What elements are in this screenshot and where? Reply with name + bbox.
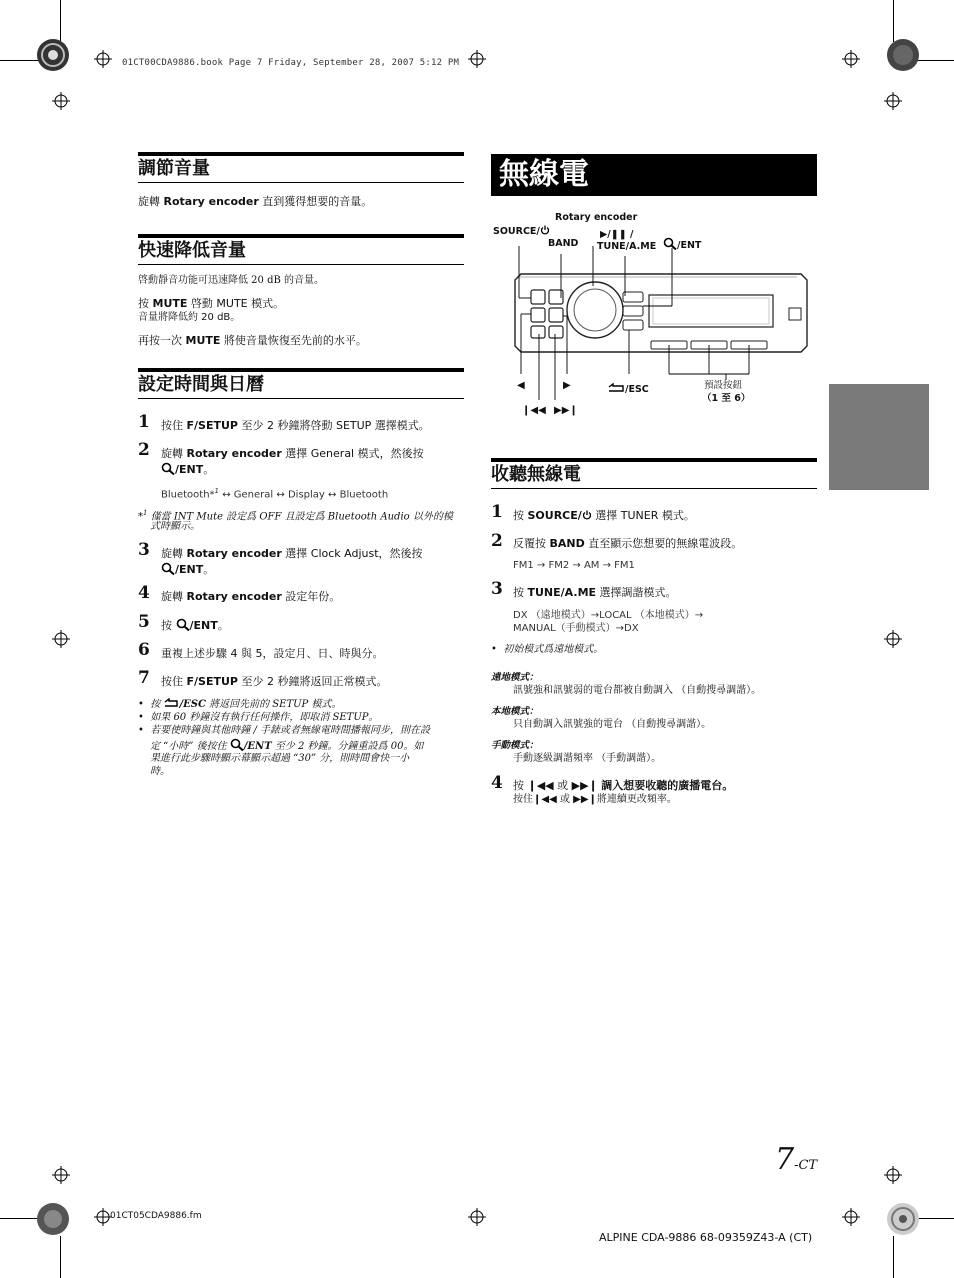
clock-step-3-ent: /ENT。 bbox=[161, 562, 214, 577]
power-icon bbox=[582, 510, 592, 520]
footer-file: 01CT05CDA9886.fm bbox=[110, 1211, 202, 1221]
label-left-arrow: ◀ bbox=[517, 380, 525, 391]
step-number: 1 bbox=[138, 412, 150, 432]
page-number: 7-CT bbox=[775, 1142, 818, 1177]
step-number: 4 bbox=[491, 773, 503, 793]
step-number: 5 bbox=[138, 612, 150, 632]
page-title-radio: 無線電 bbox=[491, 154, 817, 196]
file-info-header: 01CT00CDA9886.book Page 7 Friday, September 28, 2007 5:12 PM bbox=[122, 58, 460, 68]
crosshair-icon bbox=[468, 50, 486, 68]
footer-model: ALPINE CDA-9886 68-09359Z43-A (CT) bbox=[599, 1231, 813, 1244]
power-icon bbox=[540, 225, 550, 235]
side-tab bbox=[829, 384, 929, 490]
clock-step-2: 旋轉 Rotary encoder 選擇 General 模式，然後按 bbox=[161, 447, 424, 460]
search-icon bbox=[230, 738, 244, 751]
mode-sequence: Bluetooth*$^1$ ↔ General ↔ Display ↔ Bluetooth bbox=[161, 487, 389, 501]
mute-line-2: 音量將降低約 20 dB。 bbox=[138, 312, 241, 323]
note-3-line-3: 果進行此步驟時顯示幕顯示超過 “30” 分，則時間會快一小 bbox=[150, 753, 410, 764]
search-icon bbox=[176, 618, 190, 631]
clock-step-1: 按住 F/SETUP 至少 2 秒鐘將啓動 SETUP 選擇模式。 bbox=[161, 419, 430, 432]
manual-desc: 手動逐級調諧頻率 （手動調諧）。 bbox=[513, 753, 662, 764]
step-number: 7 bbox=[138, 668, 150, 688]
step-number: 6 bbox=[138, 640, 150, 660]
crosshair-icon bbox=[884, 92, 902, 110]
clock-step-5: 按 /ENT。 bbox=[161, 619, 229, 632]
crosshair-icon bbox=[52, 92, 70, 110]
dx-title: 遠地模式： bbox=[491, 672, 539, 683]
label-prev: ❙◀◀ bbox=[522, 405, 546, 416]
crosshair-icon bbox=[52, 1166, 70, 1184]
local-title: 本地模式： bbox=[491, 706, 539, 717]
mute-line-3: 再按一次 MUTE 將使音量恢復至先前的水平。 bbox=[138, 334, 367, 347]
label-esc: /ESC bbox=[607, 383, 649, 395]
clock-step-7: 按住 F/SETUP 至少 2 秒鐘將返回正常模式。 bbox=[161, 675, 388, 688]
search-icon bbox=[161, 562, 175, 575]
label-next: ▶▶❙ bbox=[554, 405, 578, 416]
label-preset-range: （1 至 6） bbox=[702, 393, 751, 404]
registration-disc-icon bbox=[886, 1202, 920, 1236]
registration-disc-icon bbox=[36, 1202, 70, 1236]
listen-step-4: 按 ❙◀◀ 或 ▶▶❙ 調入想要收聽的廣播電台。 bbox=[513, 779, 734, 792]
label-preset: 預設按鈕 bbox=[704, 380, 743, 391]
note-1: • 按 /ESC 將返回先前的 SETUP 模式。 bbox=[138, 699, 342, 710]
search-icon bbox=[161, 462, 175, 475]
crosshair-icon bbox=[94, 50, 112, 68]
footnote-line-2: 式時顯示。 bbox=[150, 521, 200, 532]
footnote: *$^1$ 僅當 INT Mute 設定爲 OFF 且設定爲 Bluetooth Audio 以外的模 bbox=[138, 509, 453, 523]
band-sequence: FM1 → FM2 → AM → FM1 bbox=[513, 560, 635, 571]
listen-note: • 初始模式爲遠地模式。 bbox=[491, 644, 604, 655]
mute-line-1: 按 MUTE 啓動 MUTE 模式。 bbox=[138, 297, 285, 310]
crosshair-icon bbox=[842, 50, 860, 68]
step-number: 3 bbox=[138, 540, 150, 560]
step-number: 2 bbox=[138, 440, 150, 460]
crop-mark bbox=[60, 0, 61, 42]
clock-step-6: 重複上述步驟 4 與 5，設定月、日、時與分。 bbox=[161, 647, 384, 660]
dx-desc: 訊號強和訊號弱的電台都被自動調入 （自動搜尋調諧）。 bbox=[513, 685, 762, 696]
label-ent: /ENT bbox=[663, 237, 701, 251]
crop-mark bbox=[893, 1236, 894, 1278]
volume-text: 旋轉 Rotary encoder 直到獲得想要的音量。 bbox=[138, 195, 373, 208]
registration-disc-icon bbox=[886, 38, 920, 72]
crosshair-icon bbox=[884, 630, 902, 648]
return-icon bbox=[163, 698, 179, 708]
label-source: SOURCE/ bbox=[493, 225, 550, 237]
section-title-listen: 收聽無線電 bbox=[491, 458, 817, 489]
section-title-volume: 調節音量 bbox=[138, 152, 464, 183]
head-unit-diagram bbox=[491, 246, 817, 416]
label-band: BAND bbox=[548, 238, 579, 249]
mode-line-1: DX （遠地模式）→LOCAL （本地模式）→ bbox=[513, 610, 704, 621]
note-3-line-2: 定 “小時” 後按住 /ENT 至少 2 秒鐘。分鐘重設爲 00。如 bbox=[150, 738, 423, 753]
note-3-line-4: 時。 bbox=[150, 766, 170, 777]
label-right-arrow: ▶ bbox=[563, 380, 571, 391]
crop-mark bbox=[60, 1236, 61, 1278]
return-icon bbox=[607, 383, 625, 393]
crosshair-icon bbox=[884, 1166, 902, 1184]
registration-disc-icon bbox=[36, 38, 70, 72]
listen-step-4b: 按住❙◀◀ 或 ▶▶❙將連續更改頻率。 bbox=[513, 794, 677, 805]
listen-step-1: 按 SOURCE/ 選擇 TUNER 模式。 bbox=[513, 509, 695, 522]
crop-mark bbox=[0, 60, 42, 61]
label-rotary: Rotary encoder bbox=[555, 212, 638, 223]
crosshair-icon bbox=[468, 1208, 486, 1226]
step-number: 4 bbox=[138, 583, 150, 603]
clock-step-4: 旋轉 Rotary encoder 設定年份。 bbox=[161, 590, 341, 603]
mode-line-2: MANUAL（手動模式）→DX bbox=[513, 623, 639, 634]
label-tune: TUNE/A.ME bbox=[597, 241, 657, 252]
clock-step-3: 旋轉 Rotary encoder 選擇 Clock Adjust，然後按 bbox=[161, 547, 423, 560]
step-number: 2 bbox=[491, 531, 503, 551]
manual-title: 手動模式： bbox=[491, 740, 539, 751]
step-number: 3 bbox=[491, 579, 503, 599]
section-title-mute: 快速降低音量 bbox=[138, 234, 464, 265]
crosshair-icon bbox=[842, 1208, 860, 1226]
crop-mark bbox=[893, 0, 894, 42]
section-title-clock: 設定時間與日曆 bbox=[138, 368, 464, 399]
crosshair-icon bbox=[52, 630, 70, 648]
clock-step-2-ent: /ENT。 bbox=[161, 462, 214, 477]
mute-desc: 啓動靜音功能可迅速降低 20 dB 的音量。 bbox=[138, 275, 325, 286]
listen-step-3: 按 TUNE/A.ME 選擇調諧模式。 bbox=[513, 586, 677, 599]
local-desc: 只自動調入訊號強的電台 （自動搜尋調諧）。 bbox=[513, 719, 712, 730]
note-3: • 若要使時鐘與其他時鐘 / 手錶或者無線電時間播報同步，則在設 bbox=[138, 725, 430, 736]
listen-step-2: 反覆按 BAND 直至顯示您想要的無線電波段。 bbox=[513, 537, 743, 550]
label-play-pause: ▶/❚❚ / bbox=[600, 229, 634, 240]
step-number: 1 bbox=[491, 502, 503, 522]
note-2: • 如果 60 秒鐘沒有執行任何操作，即取消 SETUP。 bbox=[138, 712, 379, 723]
